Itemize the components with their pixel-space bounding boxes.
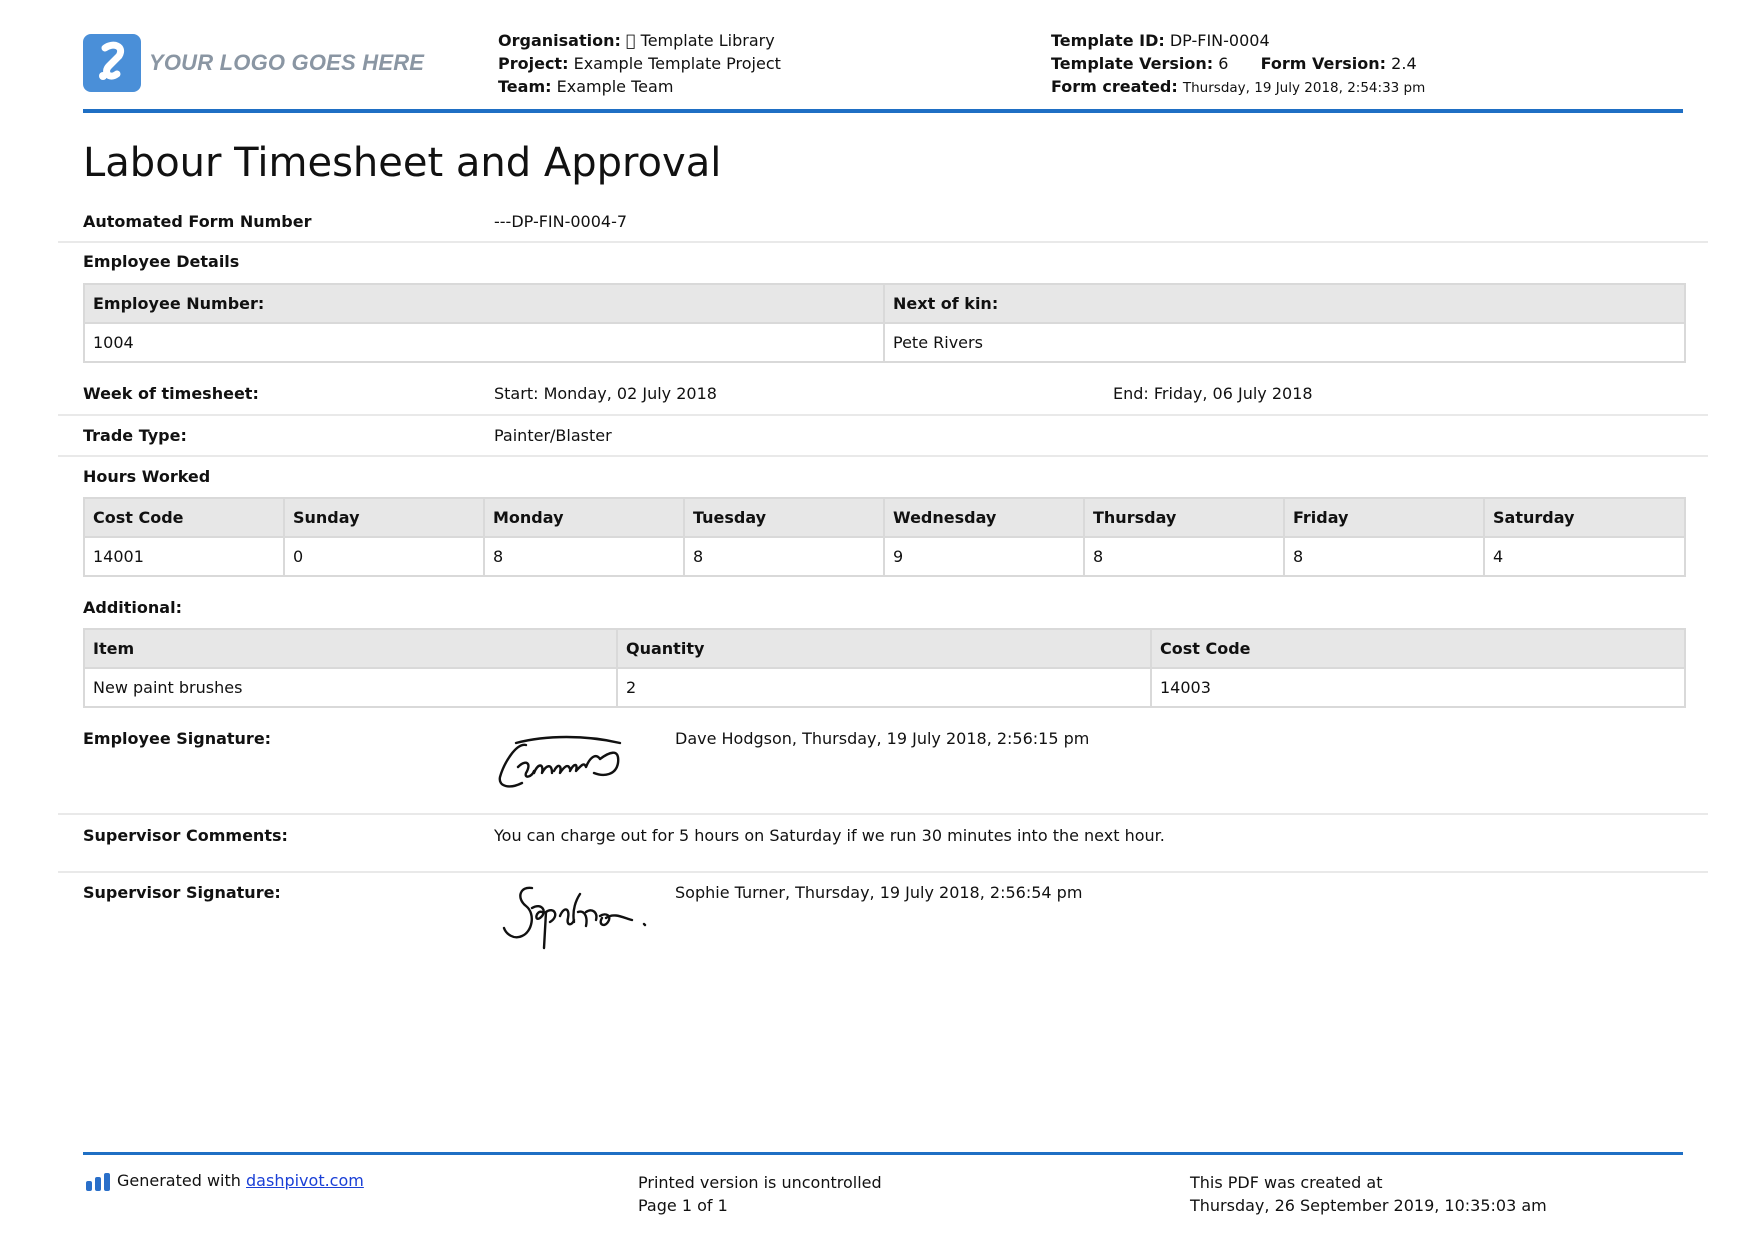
trade-type-value: Painter/Blaster — [494, 426, 612, 445]
column-header: Friday — [1284, 498, 1484, 537]
additional-table — [83, 628, 1686, 708]
week-end: End: Friday, 06 July 2018 — [1113, 384, 1313, 403]
form-number-value: ---DP-FIN-0004-7 — [494, 212, 628, 231]
employee-details-heading: Employee Details — [83, 252, 240, 271]
employee-number-cell: 1004 — [84, 323, 884, 362]
header-template-block — [1051, 29, 1425, 100]
table-cell: 8 — [1284, 537, 1484, 576]
form-created-value: Thursday, 19 July 2018, 2:54:33 pm — [1182, 80, 1426, 96]
form-created-label: Form created: — [1051, 77, 1178, 96]
page-title: Labour Timesheet and Approval — [83, 140, 722, 186]
form-number-label: Automated Form Number — [83, 212, 312, 231]
team-label: Team: — [498, 77, 552, 96]
pdf-created-block — [1190, 1171, 1547, 1217]
divider — [58, 813, 1708, 815]
header-org-block — [498, 29, 781, 98]
template-id-value: DP-FIN-0004 — [1169, 31, 1270, 50]
trade-type-label: Trade Type: — [83, 426, 187, 445]
organisation-line — [498, 29, 781, 52]
column-header: Next of kin: — [884, 284, 1685, 323]
logo-icon — [83, 34, 141, 92]
column-header: Tuesday — [684, 498, 884, 537]
supervisor-comments-label: Supervisor Comments: — [83, 826, 288, 845]
table-header-row — [84, 498, 1685, 537]
table-cell: 2 — [617, 668, 1151, 707]
hours-worked-heading: Hours Worked — [83, 467, 211, 486]
additional-heading: Additional: — [83, 598, 182, 617]
table-header-row — [84, 284, 1685, 323]
supervisor-signed-by: Sophie Turner, Thursday, 19 July 2018, 2:56:54 pm — [675, 883, 1083, 902]
logo-text: YOUR LOGO GOES HERE — [149, 50, 425, 75]
table-cell: 8 — [684, 537, 884, 576]
hours-worked-table — [83, 497, 1686, 577]
page-number: Page 1 of 1 — [638, 1196, 728, 1215]
column-header: Wednesday — [884, 498, 1084, 537]
generated-with — [117, 1171, 364, 1190]
divider — [58, 871, 1708, 873]
dashpivot-icon — [85, 1172, 111, 1192]
week-start: Start: Monday, 02 July 2018 — [494, 384, 717, 403]
table-cell: 8 — [484, 537, 684, 576]
pdf-created-value: Thursday, 26 September 2019, 10:35:03 am — [1190, 1196, 1547, 1215]
table-cell: 0 — [284, 537, 484, 576]
table-row — [84, 668, 1685, 707]
week-label: Week of timesheet: — [83, 384, 259, 403]
table-cell: 8 — [1084, 537, 1284, 576]
table-row — [84, 323, 1685, 362]
table-row — [84, 537, 1685, 576]
divider — [58, 414, 1708, 416]
column-header: Sunday — [284, 498, 484, 537]
column-header: Employee Number: — [84, 284, 884, 323]
template-id-label: Template ID: — [1051, 31, 1165, 50]
team-line — [498, 75, 781, 98]
supervisor-comments-value: You can charge out for 5 hours on Saturday if we run 30 minutes into the next hour. — [494, 826, 1165, 845]
print-note-block — [638, 1171, 882, 1217]
form-created-line — [1051, 75, 1425, 100]
table-cell: 4 — [1484, 537, 1685, 576]
team-value: Example Team — [556, 77, 674, 96]
header-divider — [83, 109, 1683, 113]
table-cell: New paint brushes — [84, 668, 617, 707]
supervisor-signature-label: Supervisor Signature: — [83, 883, 281, 902]
template-id-line — [1051, 29, 1425, 52]
employee-details-table — [83, 283, 1686, 363]
column-header: Cost Code — [1151, 629, 1685, 668]
form-version-value: 2.4 — [1391, 54, 1417, 73]
column-header: Item — [84, 629, 617, 668]
column-header: Monday — [484, 498, 684, 537]
employee-signature-label: Employee Signature: — [83, 729, 272, 748]
employee-signed-by: Dave Hodgson, Thursday, 19 July 2018, 2:56:15 pm — [675, 729, 1090, 748]
organisation-label: Organisation: — [498, 31, 621, 50]
template-version-label: Template Version: — [1051, 54, 1214, 73]
column-header: Quantity — [617, 629, 1151, 668]
next-of-kin-cell: Pete Rivers — [884, 323, 1685, 362]
project-label: Project: — [498, 54, 569, 73]
column-header: Thursday — [1084, 498, 1284, 537]
template-version-value: 6 — [1218, 54, 1229, 73]
organisation-value: Template Library — [625, 31, 760, 50]
pdf-created-label: This PDF was created at — [1190, 1173, 1383, 1192]
supervisor-signature-image — [502, 882, 652, 950]
divider — [58, 241, 1708, 243]
project-value: Example Template Project — [573, 54, 781, 73]
column-header: Saturday — [1484, 498, 1685, 537]
table-cell: 14001 — [84, 537, 284, 576]
generated-text: Generated with — [117, 1171, 241, 1190]
version-line — [1051, 52, 1425, 75]
printed-note: Printed version is uncontrolled — [638, 1173, 882, 1192]
column-header: Cost Code — [84, 498, 284, 537]
project-line — [498, 52, 781, 75]
table-header-row — [84, 629, 1685, 668]
footer-divider — [83, 1152, 1683, 1155]
divider — [58, 455, 1708, 457]
form-version-label: Form Version: — [1260, 54, 1387, 73]
employee-signature-image — [496, 733, 636, 795]
dashpivot-link[interactable]: dashpivot.com — [246, 1171, 364, 1190]
table-cell: 9 — [884, 537, 1084, 576]
table-cell: 14003 — [1151, 668, 1685, 707]
